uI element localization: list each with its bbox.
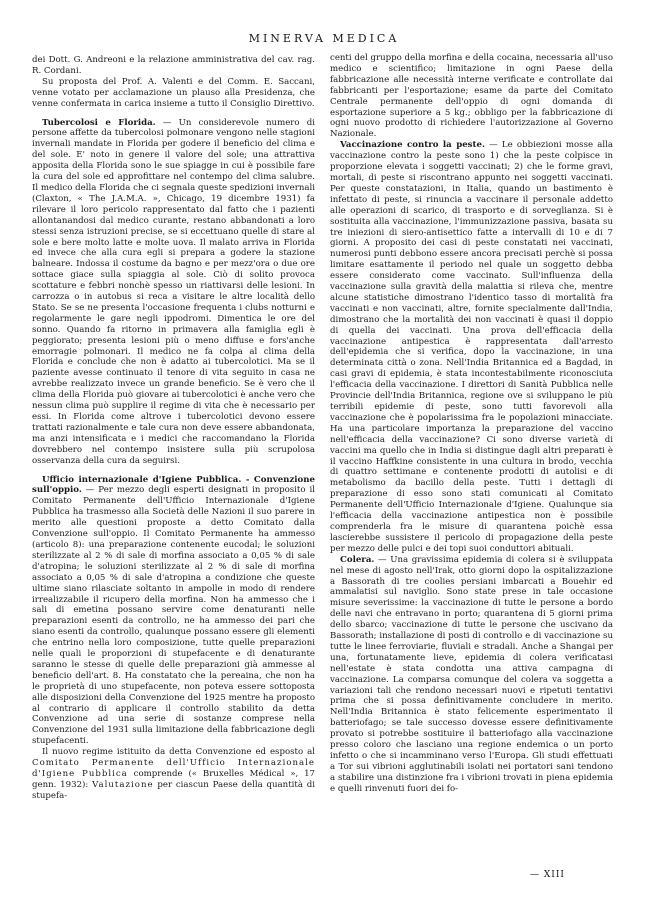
article-text: — Le obbiezioni mosse alla vaccinazione contro la peste sono 1) che la peste colpisce in proporzione elevata i soggetti vaccinati; 2) che le forme gravi, mortali, di peste si riscontrano appunto nei soggetti vaccinati. Per queste constatazioni, in Italia, quando un bastimento è infettato di peste, si rinuncia a vaccinare il personale addetto alle operazioni di scarico, di trasporto e di sorveglianza. Si è sostituita alla vaccinazione, l'immunizzazione passiva, basata su tre iniezioni di siero-antisettico fatte a intervalli di 10 e di 7 giorni. A proposito dei casi di peste constatati nei vaccinati, numerosi punti debbono essere ancora precisati perchè si possa limitare esattamente il periodo nel quale un soggetto debba essere considerato come vaccinato. Sull'influenza della vaccinazione sulla gravità della malattia si rileva che, mentre alcune statistiche dimostrano l'identico tasso di mortalità fra vaccinati e non vaccinati, altre, fornite specialmente dall'India, dimostrano che la mortalità dei non vaccinati è quasi il doppio di quella dei vaccinati. Una prova dell'efficacia della vaccinazione antipestica è rappresentata dall'arresto dell'epidemia che si verifica, dopo la vaccinazione, in una determinata città o zona. Nell'India Britannica ed a Bagdad, in casi gravi di epidemia, è stata incontestabilmente riconosciuta l'efficacia della vaccinazione. I direttori di Sanità Pubblica nelle Provincie dell'India Britannica, regione ove si sviluppano le più terribili epidemie di peste, sono tutti favorevoli alla vaccinazione che è popolarissima fra le popolazioni minacciate. Ha una particolare importanza la preparazione del vaccino nell'efficacia della vaccinazione? Ci sono diverse varietà di vaccini ma quello che in India si distingue dagli altri preparati è il vaccino Haffkine consistente in una cultura in brodo, vecchia di quattro settimane e contenente prodotti di autolisi e di metabolismo da bacillo della peste. Tutti i dettagli di preparazione di esso sono stati comunicati al Comitato Permanente dell'Ufficio Internazionale d'Igiene. Qualunque sia l'efficacia della vaccinazione antipestica non è possibile comprenderla fra le misure di quarantena poichè essa lascierebbe sussistere il pericolo di propagazione della peste per mezzo delle pulci e dei topi suoi conduttori abituali.	[330, 140, 613, 554]
article-title: Ufficio internazionale d'Igiene Pubblica. - Convenzione sull'oppio.	[32, 474, 315, 496]
article-text: — Un considerevole numero di persone affette da tubercolosi polmonare vengono nelle stagioni invernali mandate in Florida per godere il beneficio del clima e del sole. E' noto in genere il valore del sole; una attrattiva apposita della Florida sono le sue spiagge in cui è possibile fare la cura del sole ed approfittare nel contempo del clima salubre. Il medico della Florida che ci segnala queste spedizioni invernali (Claxton, « The J.A.M.A. », Chicago, 19 dicembre 1931) fa rilevare il loro pericolo rappresentato dal fatto che i pazienti allontanandosi dal medico curante, restano abbandonati a loro stessi senza istruzioni precise, se si eccettuano quelle di stare al sole e bere molto latte e molte uova. Il malato arriva in Florida ed invece che alla cura egli si prepara a godere la stazione balneare. Indossa il costume da bagno e per mezz'ora o due ore sottace giace sulla spiaggia al sole. Ciò di solito provoca scottature e febbri nonchè spesso un riattivarsi delle lesioni. In carrozza o in autobus si reca a visitare le altre località dello Stato. Se se ne presenta l'occasione frequenta i clubs notturni e regolarmente le gare negli ippodromi. Dimentica le ore del sonno. Quando fa ritorno in primavera alla famiglia egli è peggiorato; presenta lesioni più o meno diffuse e fors'anche emorragie polmonari. Il medico ne fa colpa al clima della Florida e conclude che non è adatto ai tubercolotici. Ma se il paziente avesse continuato il tenore di vita seguito in casa ne avrebbe realizzato invece un grande beneficio. Se è vero che il clima della Florida può giovare ai tubercolotici è anche vero che nessun clima può supplire il regime di vita che è necessario per essi. In Florida come altrove i tubercolotici devono essere trattati razionalmente e tale cura non deve essere abbandonata, ma anzi intensificata e i medici che raccomandano la Florida dovrebbero nel contempo insistere sulla più scrupolosa osservanza della cura da seguirsi.	[32, 117, 315, 466]
article-title: Vaccinazione contro la peste.	[340, 140, 485, 151]
paragraph: dei Dott. G. Andreoni e la relazione amministrativa del cav. rag. R. Cordani.	[32, 55, 315, 76]
running-header: MINERVA MEDICA	[248, 32, 400, 45]
text-run: Il nuovo regime istituito da detta Convenzione ed esposto al	[42, 747, 315, 758]
article-oppio	[32, 475, 315, 748]
right-column	[330, 53, 613, 795]
article-title: Colera.	[340, 554, 375, 565]
text-run-spaced: Comitato Permanente dell'Ufficio Internazionale d'Igiene Pubblica	[32, 758, 315, 779]
text-run-spaced: Valutazione	[92, 779, 154, 790]
page-number: — XIII	[530, 870, 565, 880]
left-column	[32, 55, 315, 802]
article-colera	[330, 555, 613, 795]
paragraph-regime	[32, 747, 315, 802]
paragraph: centi del gruppo della morfina e della cocaina, necessaria all'uso medico e scientifico; limitazione in ogni Paese della fabbricazione alle necessità interne verificate e controllate dai fabbricanti per l'esportazione; esame da parte del Comitato Centrale permanente dell'oppio di ogni domanda di esportazione superiore a 5 kg.; obbligo per la fabbricazione di ogni nuovo prodotto di richiedere l'autorizzazione al Governo Nazionale.	[330, 53, 613, 140]
article-peste	[330, 140, 613, 554]
article-tubercolosi	[32, 118, 315, 467]
text-run: per ciascun Paese della quantità di stupefa-	[32, 779, 316, 801]
paragraph: Su proposta del Prof. A. Valenti e del Comm. E. Saccani, venne votato per acclamazione un plauso alla Presidenza, che venne confermata in carica insieme a tutto il Consiglio Direttivo.	[32, 76, 315, 109]
article-text: — Una gravissima epidemia di colera si è sviluppata nel mese di agosto nell'Irak, otto giorni dopo la ospitalizzazione a Bassorath di tre coolies persiani imbarcati a Bouehir ed ammalatisi sul naviglio. Sono state prese in tale occasione misure severissime: la vaccinazione di tutte le persone a bordo delle navi che entravano in porto; quarantena di 5 giorni prima dello sbarco; vaccinazione di tutte le persone che uscivano da Bassorath; installazione di posti di controllo e di vaccinazione su tutte le linee ferroviarie, fluviali e stradali. Anche a Shangai per una, fortunatamente lieve, epidemia di colera verificatasi nell'estate è stata condotta una attiva campagna di vaccinazione. La comparsa comunque del colera va soggetta a variazioni tali che rendono necessari nuovi e ripetuti tentativi prima che si possa definitivamente concludere in merito. Nell'India Britannica è stato felicemente esperimentato il batteriofago; se tale successo dovesse essere definitivamente provato si potrebbe sostituire il batteriofago alla vaccinazione presso coloro che lasciano una regione endemica o un porto infetto o che si incamminano verso l'Europa. Gli studi effettuati a Tor sui vibrioni agglutinabili isolati nei portatori sani tendono a stabilire una distinzione fra i vibrioni trovati in piena epidemia e quelli rinvenuti fuori dei fo-	[330, 554, 614, 794]
article-title: Tubercolosi e Florida.	[42, 117, 156, 128]
text-run: comprende (« Bruxelles Médical », 17 genn. 1932):	[32, 769, 316, 790]
article-text: — Per mezzo degli esperti designati in proposito il Comitato Permanente dell'Ufficio Internazionale d'Igiene Pubblica ha trasmesso alla Società delle Nazioni il suo parere in merito alle questioni proposte a detto Comitato dalla Convenzione sull'oppio. Il Comitato Permanente ha ammesso (articolo 8): una preparazione contenente eucodal; le soluzioni sterilizzate al 2 % di sale di morfina associato a 0,05 % di sale d'atropina; le soluzioni sterilizzate al 2 % di sale di morfina associato a 0,05 % di sale d'atropina a condizione che queste ultime siano rilasciate soltanto in ampolle in modo di rendere irrealizzabile il ricupero della morfina. Non ha ammesso che i sali di emetina possano servire come denaturanti nelle preparazioni esenti da controllo, ne ha ammesso dei pari che siano esenti da controllo, qualunque possano essere gli elementi che entrino nella loro composizione, tutte quelle preparazioni nelle quali le proporzioni di stupefacente e di denaturante saranno le stesse di quelle delle preparazioni già ammesse al beneficio dell'art. 8. Ha constatato che la pereaina, che non ha le proprietà di uno stupefacente, non poteva essere sottoposta alle disposizioni della Convenzione del 1925 mentre ha proposto al contrario di applicare il controllo stabilito da detta Convenzione ad una serie di sostanze comprese nella Convenzione del 1931 sulla limitazione della fabbricazione degli stupefacenti.	[32, 485, 315, 747]
